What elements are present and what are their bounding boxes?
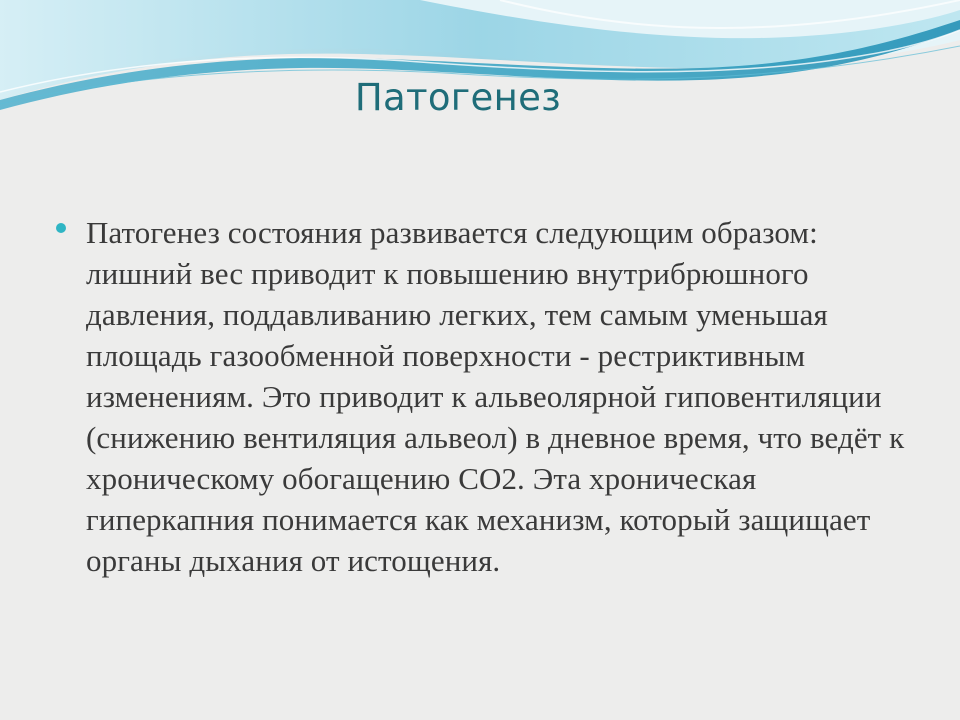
- slide-title: Патогенез: [354, 76, 562, 119]
- bullet-list: [86, 212, 906, 581]
- bullet-paragraph: Патогенез состояния развивается следующим образом: лишний вес приводит к повышению внутрибрюшного давления, поддавливанию легких, тем самым уменьшая площадь газообменной поверхности - рестриктивным изменениям. Это приводит к альвеолярной гиповентиляции (снижению вентиляция альвеол) в дневное время, что ведёт к хроническому обогащению CO2. Эта хроническая гиперкапния понимается как механизм, который защищает органы дыхания от истощения.: [86, 215, 905, 578]
- bullet-dot-icon: [56, 223, 66, 233]
